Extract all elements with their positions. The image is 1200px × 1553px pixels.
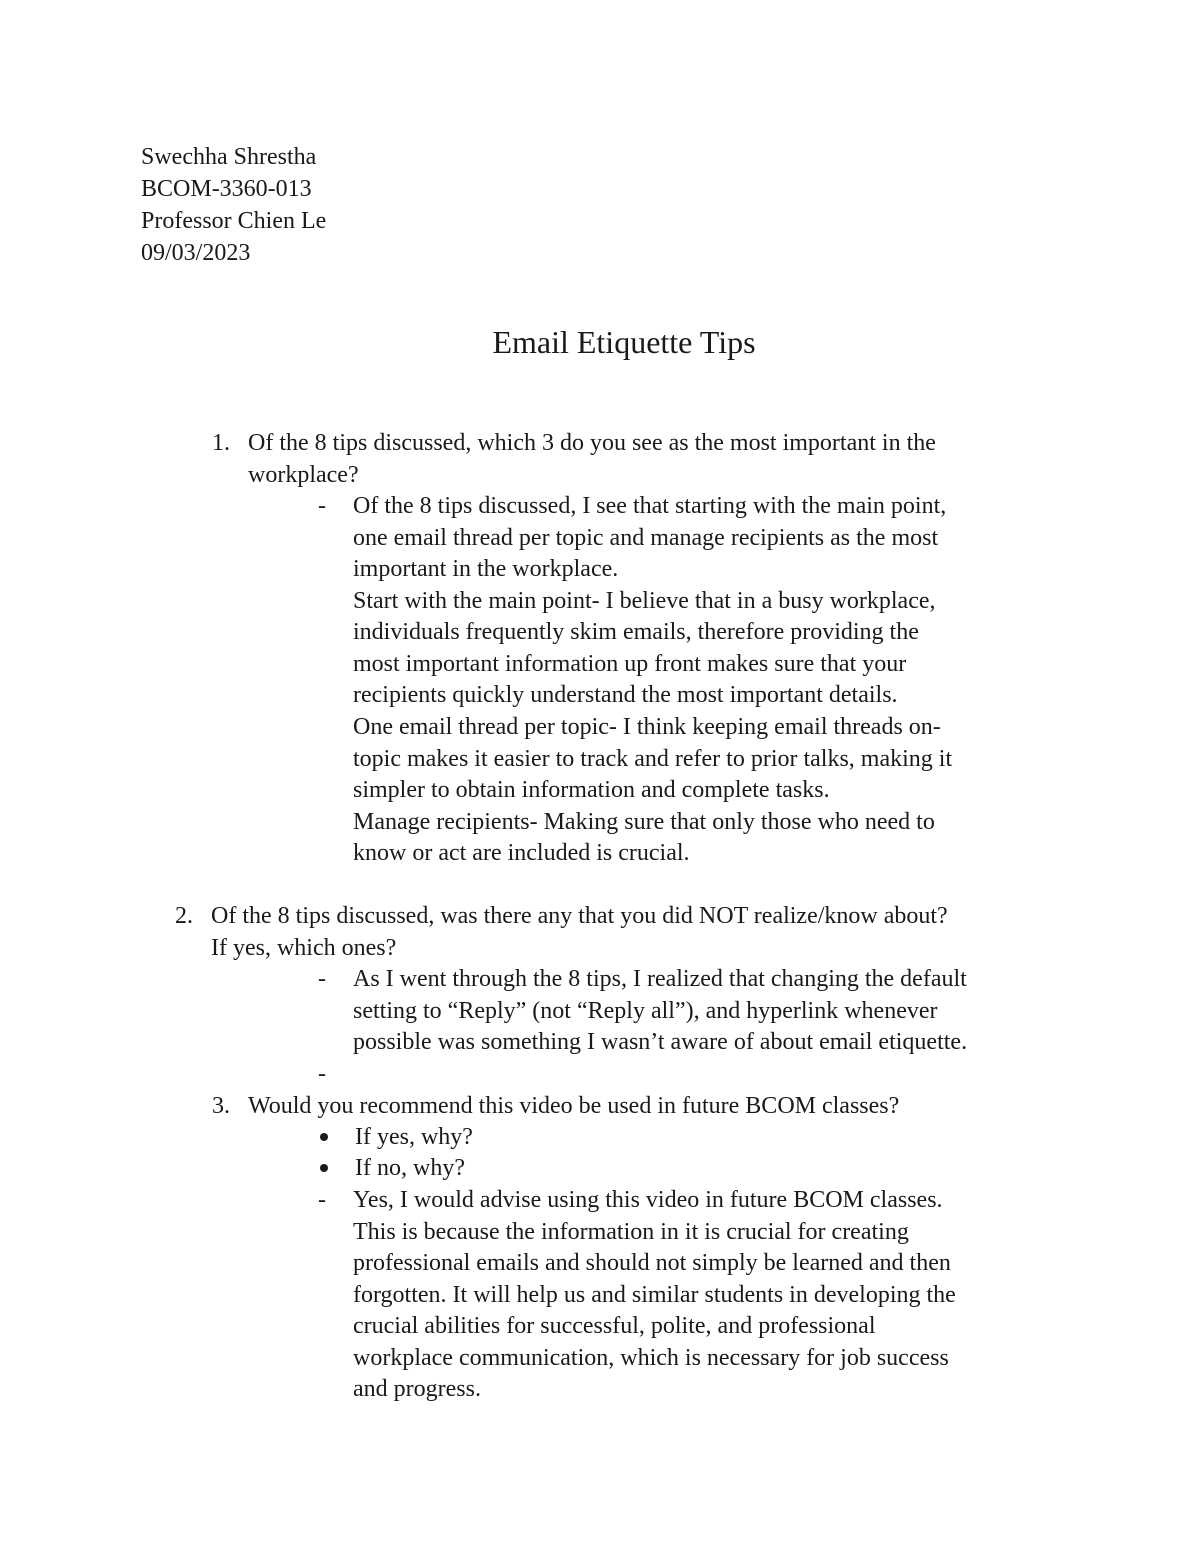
q3-answer-line: and progress.: [353, 1376, 481, 1402]
q3-sub-bullet: If yes, why?: [355, 1124, 473, 1150]
q1-text-line: Of the 8 tips discussed, which 3 do you see as the most important in the: [248, 430, 936, 456]
q1-answer-line: recipients quickly understand the most important details.: [353, 682, 898, 708]
q3-text-line: Would you recommend this video be used in future BCOM classes?: [248, 1093, 900, 1119]
q1-text-line: workplace?: [248, 462, 359, 488]
q1-answer-line: simpler to obtain information and complete tasks.: [353, 777, 830, 803]
bullet-icon: [320, 1164, 328, 1172]
document-title: Email Etiquette Tips: [492, 324, 756, 360]
q2-answer-marker: -: [318, 966, 326, 992]
q3-sub-bullet: If no, why?: [355, 1155, 465, 1181]
q2-empty-marker: -: [318, 1061, 326, 1087]
q1-answer-marker: -: [318, 493, 326, 519]
q1-answer-line: Start with the main point- I believe that in a busy workplace,: [353, 588, 936, 614]
q3-answer-line: This is because the information in it is crucial for creating: [353, 1219, 909, 1245]
q3-answer-line: forgotten. It will help us and similar students in developing the: [353, 1282, 956, 1308]
course-code: BCOM-3360-013: [141, 176, 312, 202]
q3-answer-marker: -: [318, 1187, 326, 1213]
q1-answer-line: most important information up front makes sure that your: [353, 651, 907, 677]
q3-answer-line: crucial abilities for successful, polite, and professional: [353, 1313, 876, 1339]
q3-answer-line: professional emails and should not simply be learned and then: [353, 1250, 951, 1276]
author-name: Swechha Shrestha: [141, 144, 317, 170]
q1-answer-line: important in the workplace.: [353, 556, 619, 582]
q1-answer-line: One email thread per topic- I think keeping email threads on-: [353, 714, 941, 740]
q1-answer-line: topic makes it easier to track and refer to prior talks, making it: [353, 746, 953, 772]
professor-name: Professor Chien Le: [141, 208, 327, 234]
q3-answer-line: workplace communication, which is necessary for job success: [353, 1345, 949, 1371]
q3-answer-line: Yes, I would advise using this video in future BCOM classes.: [353, 1187, 943, 1213]
q1-answer-line: Manage recipients- Making sure that only those who need to: [353, 809, 935, 835]
q3-number: 3.: [212, 1093, 230, 1119]
q2-text-line: If yes, which ones?: [211, 935, 397, 961]
q1-answer-line: one email thread per topic and manage recipients as the most: [353, 525, 939, 551]
q1-answer-line: individuals frequently skim emails, therefore providing the: [353, 619, 919, 645]
document-date: 09/03/2023: [141, 240, 251, 266]
q2-number: 2.: [175, 903, 193, 929]
q2-answer-line: As I went through the 8 tips, I realized that changing the default: [353, 966, 967, 992]
q2-answer-line: setting to “Reply” (not “Reply all”), and hyperlink whenever: [353, 998, 938, 1024]
bullet-icon: [320, 1133, 328, 1141]
header-block: [141, 141, 326, 269]
q2-text-line: Of the 8 tips discussed, was there any that you did NOT realize/know about?: [211, 903, 948, 929]
q1-answer-line: Of the 8 tips discussed, I see that starting with the main point,: [353, 493, 947, 519]
q2-answer-line: possible was something I wasn’t aware of about email etiquette.: [353, 1029, 968, 1055]
q1-answer-line: know or act are included is crucial.: [353, 840, 690, 866]
q1-number: 1.: [212, 430, 230, 456]
